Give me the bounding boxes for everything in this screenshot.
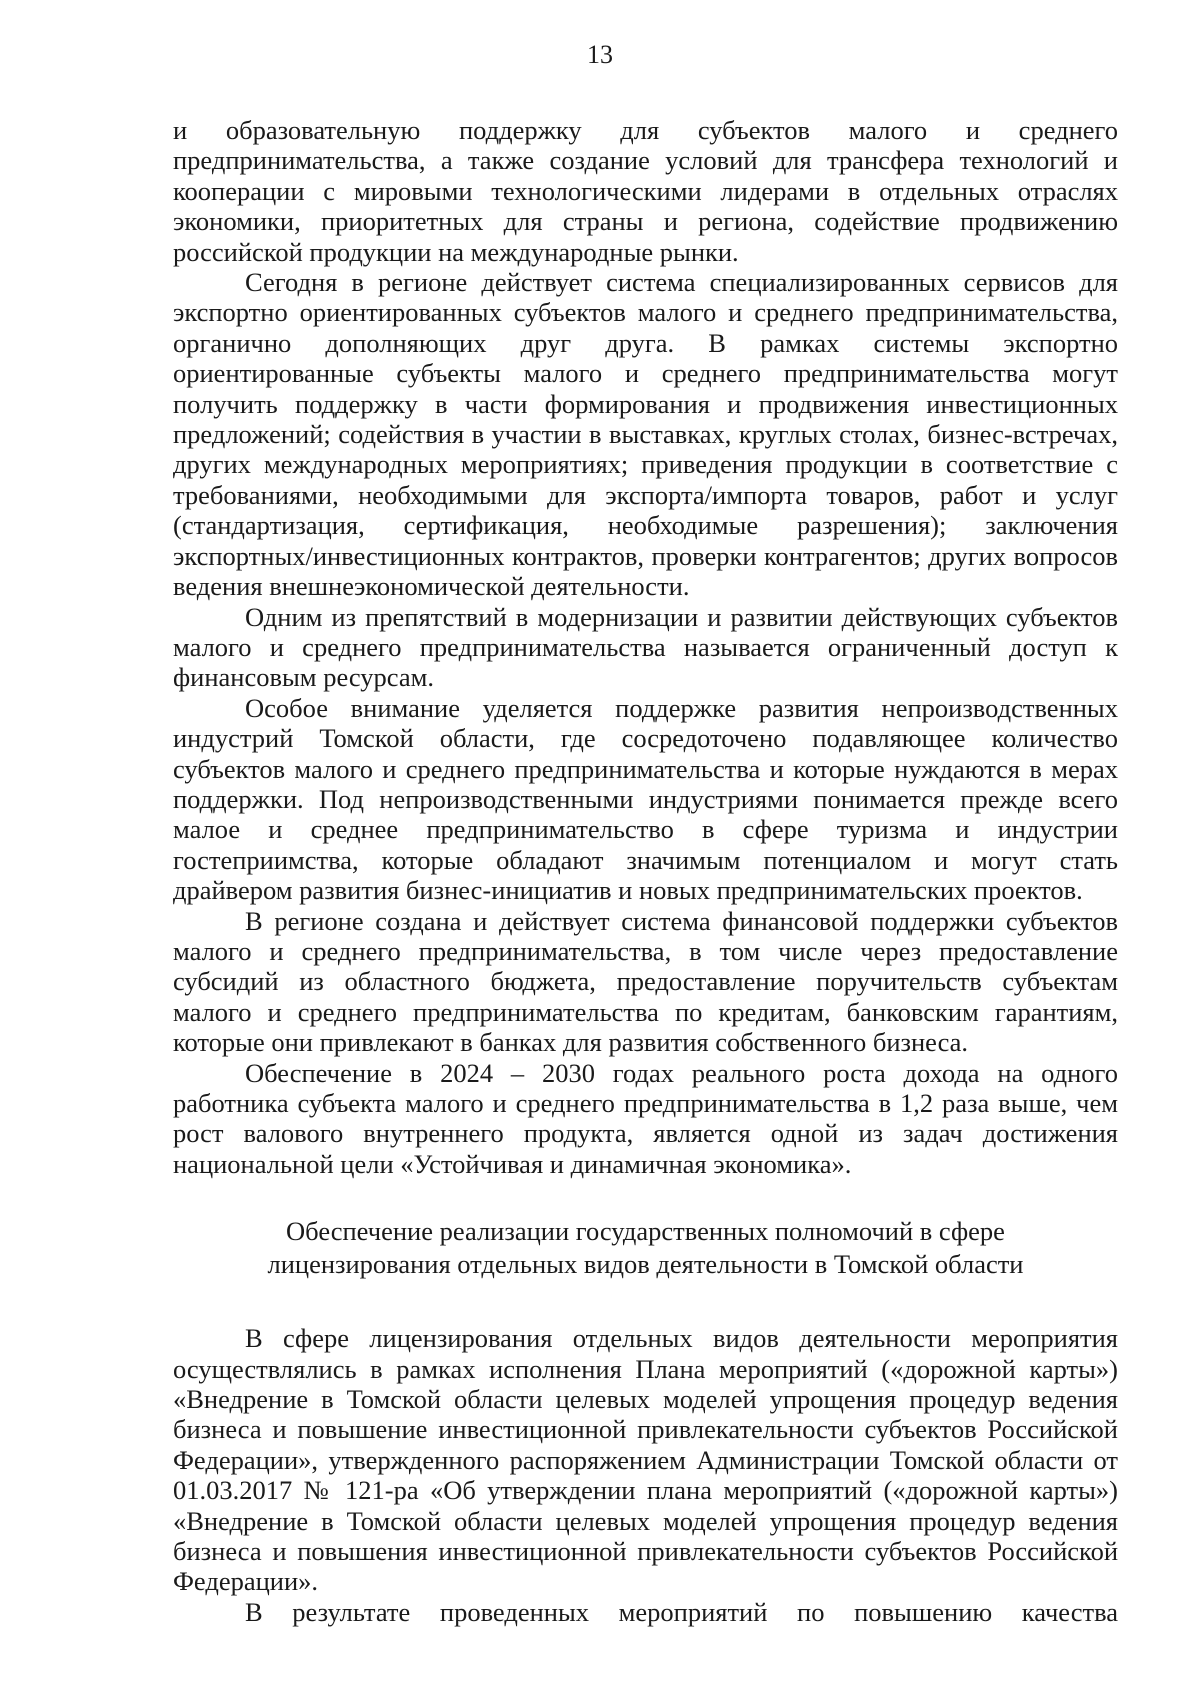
page-number: 13 (587, 40, 613, 69)
paragraph: Особое внимание уделяется поддержке развития непроизводственных индустрий Томской области, где сосредоточено подавляющее количество субъектов малого и среднего предпринимательства и которые нуждаются в мерах поддержки. Под непроизводственными индустриями понимается прежде всего малое и среднее предпринимательство в сфере туризма и индустрии гостеприимства, которые обладают значимым потенциалом и могут стать драйвером развития бизнес-инициатив и новых предпринимательских проектов. (173, 692, 1118, 906)
paragraph: В результате проведенных мероприятий по повышению качества (245, 1596, 1118, 1627)
paragraph: В регионе создана и действует система финансовой поддержки субъектов малого и среднего предпринимательства, в том числе через предоставление субсидий из областного бюджета, предоставление поручительств субъектам малого и среднего предпринимательства по кредитам, банковским гарантиям, которые они привлекают в банках для развития собственного бизнеса. (173, 905, 1118, 1058)
section-heading-line: лицензирования отдельных видов деятельности в Томской области (267, 1249, 1024, 1280)
document-body (173, 115, 1118, 1627)
section-heading-line: Обеспечение реализации государственных полномочий в сфере (286, 1216, 1005, 1247)
paragraph: Одним из препятствий в модернизации и развитии действующих субъектов малого и среднего предпринимательства называется ограниченный доступ к финансовым ресурсам. (173, 601, 1118, 693)
section-heading (173, 1215, 1118, 1281)
paragraph: В сфере лицензирования отдельных видов деятельности мероприятия осуществлялись в рамках исполнения Плана мероприятий («дорожной карты») «Внедрение в Томской области целевых моделей упрощения процедур ведения бизнеса и повышение инвестиционной привлекательности субъектов Российской Федерации», утвержденного распоряжением Администрации Томской области от 01.03.2017 № 121-ра «Об утверждении плана мероприятий («дорожной карты») «Внедрение в Томской области целевых моделей упрощения процедур ведения бизнеса и повышения инвестиционной привлекательности субъектов Российской Федерации». (173, 1323, 1118, 1597)
paragraph: и образовательную поддержку для субъектов малого и среднего предпринимательства, а также создание условий для трансфера технологий и кооперации с мировыми технологическими лидерами в отдельных отраслях экономики, приоритетных для страны и региона, содействие продвижению российской продукции на международные рынки. (173, 115, 1118, 267)
paragraph: Обеспечение в 2024 – 2030 годах реального роста дохода на одного работника субъекта малого и среднего предпринимательства в 1,2 раза выше, чем рост валового внутреннего продукта, является одной из задач достижения национальной цели «Устойчивая и динамичная экономика». (173, 1057, 1118, 1179)
paragraph: Сегодня в регионе действует система специализированных сервисов для экспортно ориентированных субъектов малого и среднего предпринимательства, органично дополняющих друг друга. В рамках системы экспортно ориентированные субъекты малого и среднего предпринимательства могут получить поддержку в части формирования и продвижения инвестиционных предложений; содействия в участии в выставках, круглых столах, бизнес-встречах, других международных мероприятиях; приведения продукции в соответствие с требованиями, необходимыми для экспорта/импорта товаров, работ и услуг (стандартизация, сертификация, необходимые разрешения); заключения экспортных/инвестиционных контрактов, проверки контрагентов; других вопросов ведения внешнеэкономической деятельности. (173, 267, 1118, 602)
